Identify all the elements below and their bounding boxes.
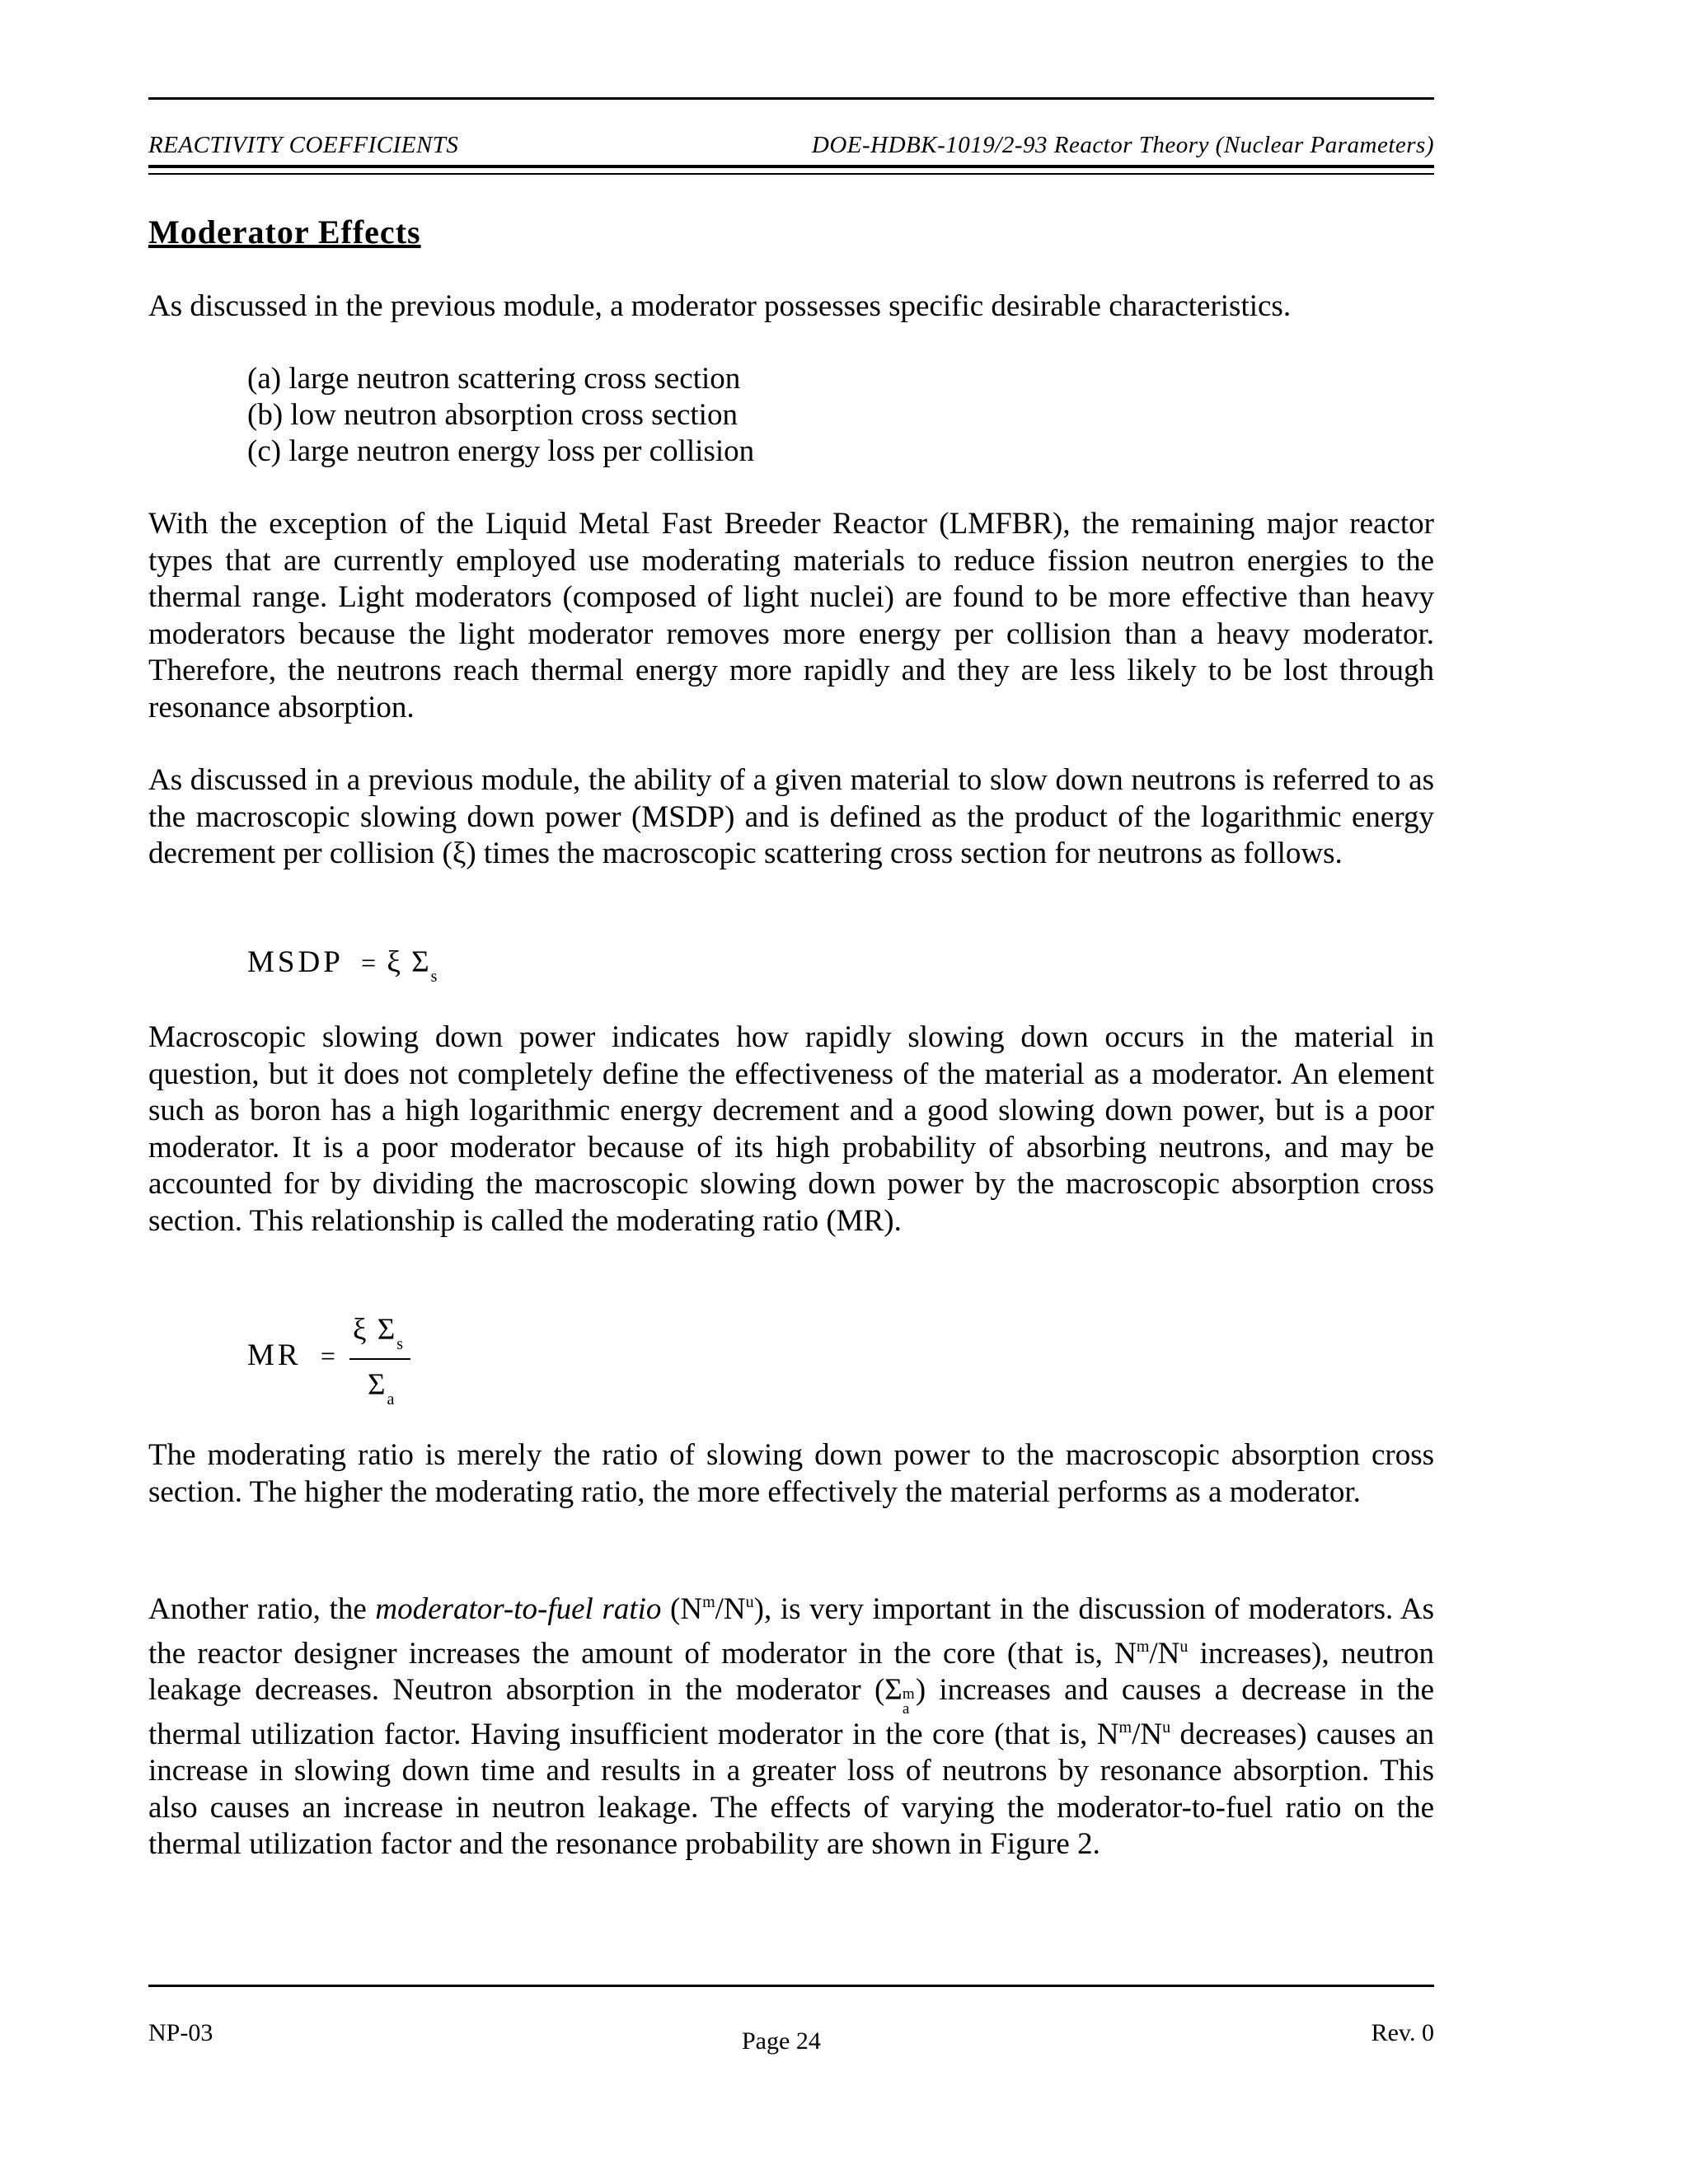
header-left: REACTIVITY COEFFICIENTS	[148, 132, 459, 158]
footer-doc-id: NP-03	[148, 2019, 213, 2046]
header-top-rule	[148, 97, 1434, 100]
italic-term: moderator-to-fuel ratio	[375, 1592, 662, 1626]
list-item: (b) low neutron absorption cross section	[247, 398, 738, 432]
equation-subscript: s	[430, 968, 438, 986]
paragraph-lmfbr: With the exception of the Liquid Metal Fast Breeder Reactor (LMFBR), the remaining major reactor types that are currently employed use moderating materials to reduce fission neutron energies to the thermal range. Light moderators (composed of light nuclei) are found to be more effective than heavy moderators because the light moderator removes more energy per collision than a heavy moderator. Therefore, the neutrons reach thermal energy more rapidly and they are less likely to be lost through resonance absorption.	[148, 507, 1434, 724]
equation-rhs: ξ Σ	[387, 945, 431, 979]
subscript: a	[902, 1700, 910, 1718]
paragraph-moderator-to-fuel	[148, 1584, 1434, 1863]
text-run: decreases) causes an increase in slowing down time and results in a greater loss of neutrons by resonance absorption. This also causes an increase in neutron leakage. The effects of varying the moderator-to-fuel ratio on the thermal utilization factor and the resonance probability are shown in Figure 2.	[148, 1717, 1434, 1861]
header-right: DOE-HDBK-1019/2-93 Reactor Theory (Nuclear Parameters)	[811, 132, 1434, 158]
paragraph-ratio-meaning: The moderating ratio is merely the ratio of slowing down power to the macroscopic absorption cross section. The higher the moderating ratio, the more effectively the material performs as a moderator.	[148, 1438, 1434, 1509]
text-run: increases), neutron leakage decreases. Neutron absorption in the moderator (Σ	[148, 1636, 1434, 1707]
superscript: u	[1179, 1637, 1189, 1656]
text-run: (N	[661, 1592, 703, 1626]
text-run: ) increases and causes a decrease in the thermal utilization factor. Having insufficient moderator in the core (that is, N	[148, 1673, 1435, 1751]
text-run: Another ratio, the	[148, 1592, 376, 1626]
superscript: u	[1162, 1718, 1171, 1736]
equation-mr-denominator	[368, 1367, 394, 1409]
header-bottom-rule-2	[148, 173, 1434, 175]
superscript: u	[745, 1593, 754, 1611]
footer-revision: Rev. 0	[1371, 2019, 1434, 2046]
denominator-subscript: a	[387, 1390, 395, 1408]
equals-sign: =	[320, 1341, 337, 1371]
text-run: ), is very important in the discussion of moderators. As the reactor designer increases the amount of moderator in the core (that is, N	[148, 1592, 1435, 1671]
superscript: m	[1136, 1637, 1150, 1656]
text-run: /N	[1149, 1636, 1180, 1671]
numerator-subscript: s	[396, 1335, 404, 1353]
section-title: Moderator Effects	[148, 213, 421, 251]
footer-rule	[148, 1985, 1434, 1987]
denominator-text: Σ	[368, 1368, 387, 1402]
equation-lhs: MSDP	[247, 945, 344, 979]
text-run: /N	[1132, 1717, 1163, 1751]
equation-msdp	[247, 944, 437, 987]
header-bottom-rule-1	[148, 165, 1434, 168]
text-run: /N	[715, 1592, 746, 1626]
equals-sign: =	[361, 948, 378, 977]
numerator-text: ξ Σ	[353, 1313, 397, 1347]
footer-page-number: Page 24	[742, 2027, 821, 2055]
sigma-scripts	[902, 1683, 916, 1718]
equation-lhs: MR	[247, 1338, 302, 1372]
equation-mr-numerator	[353, 1312, 403, 1354]
list-item: (c) large neutron energy loss per collision	[247, 434, 755, 468]
paragraph-moderating-ratio: Macroscopic slowing down power indicates how rapidly slowing down occurs in the material in question, but it does not completely define the effectiveness of the material as a moderator. An element such as boron has a high logarithmic energy decrement and a good slowing down power, but is a poor moderator. It is a poor moderator because of its high probability of absorbing neutrons, and may be accounted for by dividing the macroscopic slowing down power by the macroscopic absorption cross section. This relationship is called the moderating ratio (MR).	[148, 1020, 1434, 1238]
paragraph-msdp: As discussed in a previous module, the ability of a given material to slow down neutrons is referred to as the macroscopic slowing down power (MSDP) and is defined as the product of the logarithmic energy decrement per collision (ξ) times the macroscopic scattering cross section for neutrons as follows.	[148, 763, 1434, 870]
superscript: m	[1118, 1718, 1132, 1736]
superscript: m	[702, 1593, 715, 1611]
fraction-bar	[349, 1358, 410, 1360]
intro-paragraph: As discussed in the previous module, a moderator possesses specific desirable characteristics.	[148, 289, 1292, 323]
list-item: (a) large neutron scattering cross section	[247, 362, 741, 396]
superscript: m	[902, 1685, 915, 1703]
equation-mr-lhs	[247, 1338, 337, 1373]
